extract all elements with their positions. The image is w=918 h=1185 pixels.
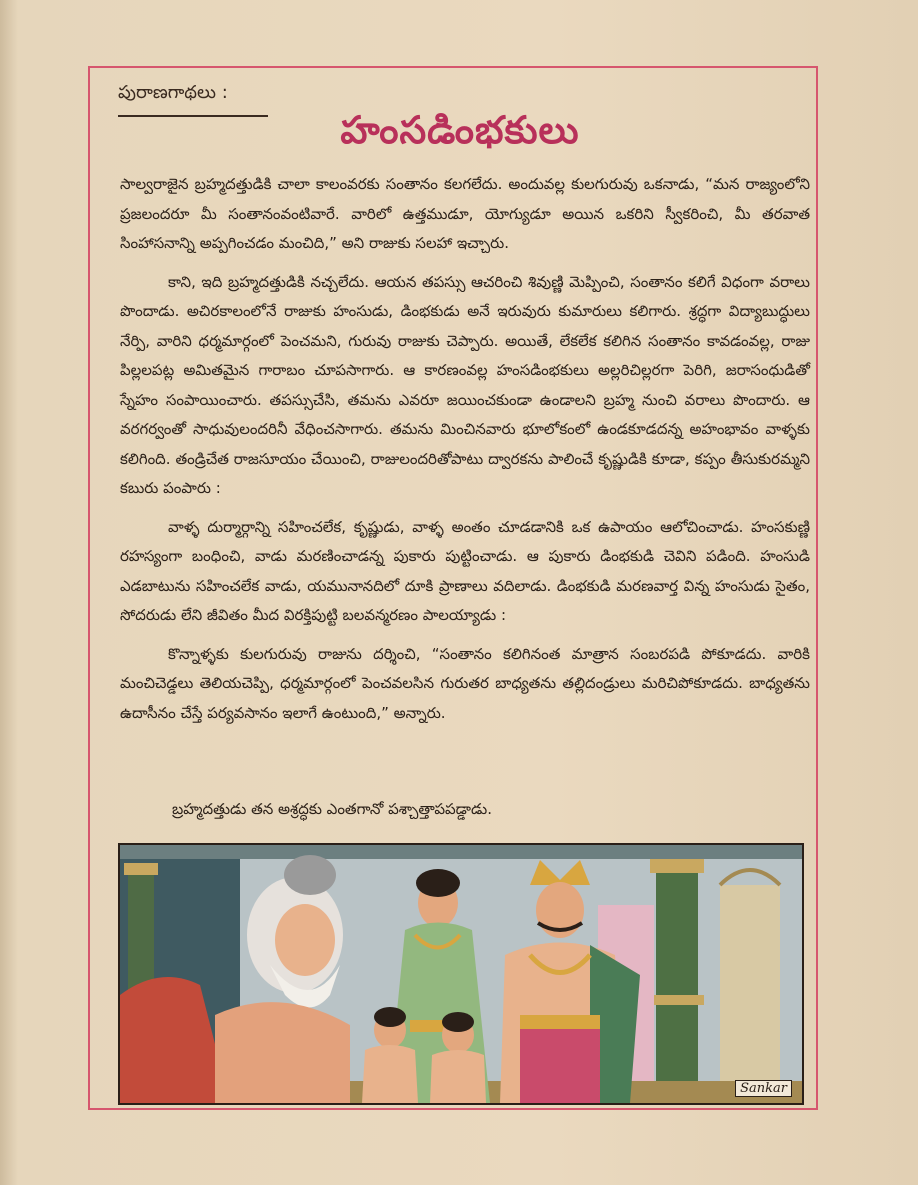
section-label: పురాణగాథలు : [118, 82, 268, 117]
illustration-art [120, 845, 802, 1103]
paragraph-4: కొన్నాళ్ళకు కులగురువు రాజును దర్శించి, “సంతానం కలిగినంత మాత్రాన సంబరపడి పోకూడదు. వారికి మంచిచెడ్డలు తెలియచెప్పి, ధర్మమార్గంలో పెంచవలసిన గురుతర బాధ్యతను తల్లిదండ్రులు మరిచిపోకూడదు. బాధ్యతను ఉదాసీనం చేస్తే పర్యవసానం ఇలాగే ఉంటుంది,” అన్నారు. [120, 644, 810, 722]
story-body [120, 170, 810, 737]
paragraph-1: సాల్వరాజైన బ్రహ్మదత్తుడికి చాలా కాలంవరకు సంతానం కలగలేదు. అందువల్ల కులగురువు ఒకనాడు, “మన రాజ్యంలోని ప్రజలందరూ మీ సంతానంవంటివారే. వారిలో ఉత్తముడూ, యోగ్యుడూ అయిన ఒకరిని స్వీకరించి, మీ తరవాత సింహాసనాన్ని అప్పగించడం మంచిది,” అని రాజుకు సలహా ఇచ్చారు. [120, 175, 810, 252]
paragraph-3: వాళ్ళ దుర్మార్గాన్ని సహించలేక, కృష్ణుడు, వాళ్ళ అంతం చూడడానికి ఒక ఉపాయం ఆలోచించాడు. హంసకుణ్ణి రహస్యంగా బంధించి, వాడు మరణించాడన్న పుకారు పుట్టించాడు. ఆ పుకారు డింభకుడి చెవిని పడింది. హంసుడి ఎడబాటును సహించలేక వాడు, యమునానదిలో దూకి ప్రాణాలు వదిలాడు. డింభకుడి మరణవార్త విన్న హంసుడు సైతం, సోదరుడు లేని జీవితం మీద విరక్తిపుట్టి బలవన్మరణం పాలయ్యాడు : [120, 517, 810, 624]
paragraph-2: కాని, ఇది బ్రహ్మదత్తుడికి నచ్చలేదు. ఆయన తపస్సు ఆచరించి శివుణ్ణి మెప్పించి, సంతానం కలిగే విధంగా వరాలు పొందాడు. అచిరకాలంలోనే రాజుకు హంసుడు, డింభకుడు అనే ఇరువురు కుమారులు కలిగారు. శ్రద్ధగా విద్యాబుద్ధులు నేర్పి, వారిని ధర్మమార్గంలో పెంచమని, గురువు రాజుకు చెప్పారు. అయితే, లేకలేక కలిగిన సంతానం కావడంవల్ల, రాజు పిల్లలపట్ల అమితమైన గారాబం చూపసాగారు. ఆ కారణంవల్ల హంసడింభకులు అల్లరిచిల్లరగా పెరిగి, జరాసంధుడితో స్నేహం సంపాయించారు. తపస్సుచేసి, తమను ఎవరూ జయించకుండా ఉండాలని బ్రహ్మ నుంచి వరాలు పొందారు. ఆ వరగర్వంతో సాధువులందరినీ వేధించసాగారు. తమను మించినవారు భూలోకంలో ఉండకూడదన్న అహంభావం వాళ్ళకు కలిగింది. తండ్రిచేత రాజసూయం చేయించి, రాజులందరితోపాటు ద్వారకను పాలించే కృష్ణుడికి కూడా, కప్పం తీసుకురమ్మని కబురు పంపారు : [120, 272, 810, 497]
story-title: హంసడింభకులు [340, 108, 580, 152]
story-illustration [118, 843, 804, 1105]
closing-line: బ్రహ్మదత్తుడు తన అశ్రద్ధకు ఎంతగానో పశ్చాత్తాపపడ్డాడు. [172, 800, 493, 818]
artist-signature: Sankar [735, 1080, 792, 1097]
